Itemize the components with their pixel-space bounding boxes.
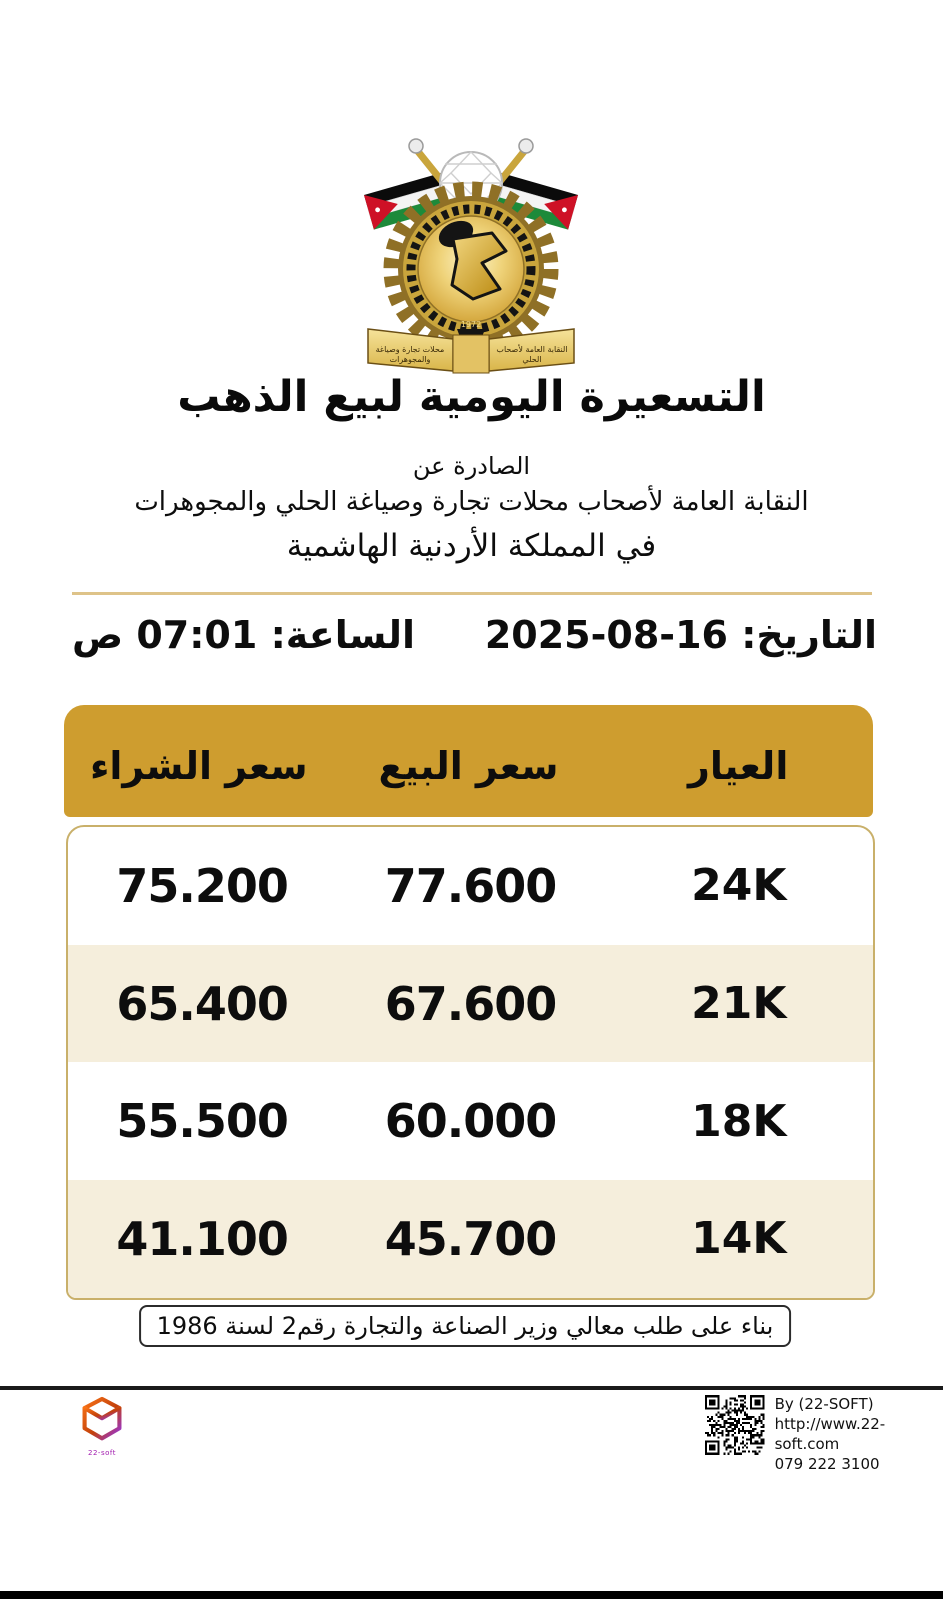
- karat-value: 18K: [691, 1095, 787, 1147]
- buy-price: 65.400: [116, 976, 288, 1031]
- credits-url: http://www.22-soft.com: [774, 1415, 886, 1453]
- date-label: التاريخ:: [741, 613, 877, 657]
- emblem-ribbon: [368, 329, 574, 373]
- column-header-sell: سعر البيع: [378, 744, 559, 788]
- table-row-24k: [68, 827, 873, 945]
- credits-block: [705, 1394, 943, 1474]
- kingdom-line: في المملكة الأردنية الهاشمية: [286, 528, 657, 564]
- sell-price: 60.000: [384, 1094, 557, 1149]
- ribbon-left-line2: والمجوهرات: [389, 355, 431, 364]
- buy-price: 41.100: [116, 1211, 288, 1266]
- karat-value: 21K: [691, 978, 787, 1030]
- buy-price: 55.500: [116, 1094, 288, 1149]
- credits-phone: 079 222 3100: [774, 1455, 880, 1473]
- time-pair: [72, 613, 415, 657]
- column-header-buy: سعر الشراء: [89, 744, 308, 788]
- table-row-21k: [68, 945, 873, 1063]
- legal-note: بناء على طلب معالي وزير الصناعة والتجارة رقم2 لسنة 1986: [139, 1305, 792, 1347]
- credits-by: By (22-SOFT): [774, 1395, 874, 1413]
- buy-price: 75.200: [116, 858, 288, 913]
- sell-price: 77.600: [384, 858, 557, 913]
- issued-by-line: الصادرة عن: [412, 452, 531, 480]
- table-header: [64, 705, 873, 817]
- column-header-karat: العيار: [687, 744, 789, 788]
- emblem-year: 1972: [460, 320, 482, 329]
- time-label: الساعة:: [270, 613, 415, 657]
- sell-price: 67.600: [384, 976, 557, 1031]
- syndicate-emblem: [352, 133, 590, 375]
- syndicate-line: النقابة العامة لأصحاب محلات تجارة وصياغة الحلي والمجوهرات: [134, 487, 809, 517]
- date-pair: [485, 613, 877, 657]
- time-value: 07:01 ص: [72, 613, 258, 657]
- cube-logo-icon: [80, 1396, 124, 1444]
- karat-value: 24K: [691, 860, 787, 912]
- ribbon-left-line1: محلات تجارة وصياغة: [375, 345, 445, 354]
- footer-divider: [0, 1386, 943, 1390]
- table-row-18k: [68, 1062, 873, 1180]
- brand-block: [74, 1396, 130, 1457]
- bottom-black-bar: [0, 1591, 943, 1599]
- qr-code: [705, 1394, 765, 1456]
- ribbon-right-line2: الحلي: [522, 355, 542, 364]
- date-value: 16-08-2025: [484, 613, 728, 657]
- brand-label: 22-soft: [88, 1449, 116, 1457]
- table-row-14k: [68, 1180, 873, 1298]
- ribbon-right-line1: النقابة العامة لأصحاب: [496, 345, 568, 354]
- price-table: [66, 825, 875, 1300]
- page-title: التسعيرة اليومية لبيع الذهب: [177, 372, 766, 422]
- karat-value: 14K: [691, 1213, 787, 1265]
- sell-price: 45.700: [384, 1211, 557, 1266]
- datetime-row: [66, 613, 877, 657]
- credits-text: [775, 1394, 943, 1474]
- gold-divider: [72, 592, 872, 595]
